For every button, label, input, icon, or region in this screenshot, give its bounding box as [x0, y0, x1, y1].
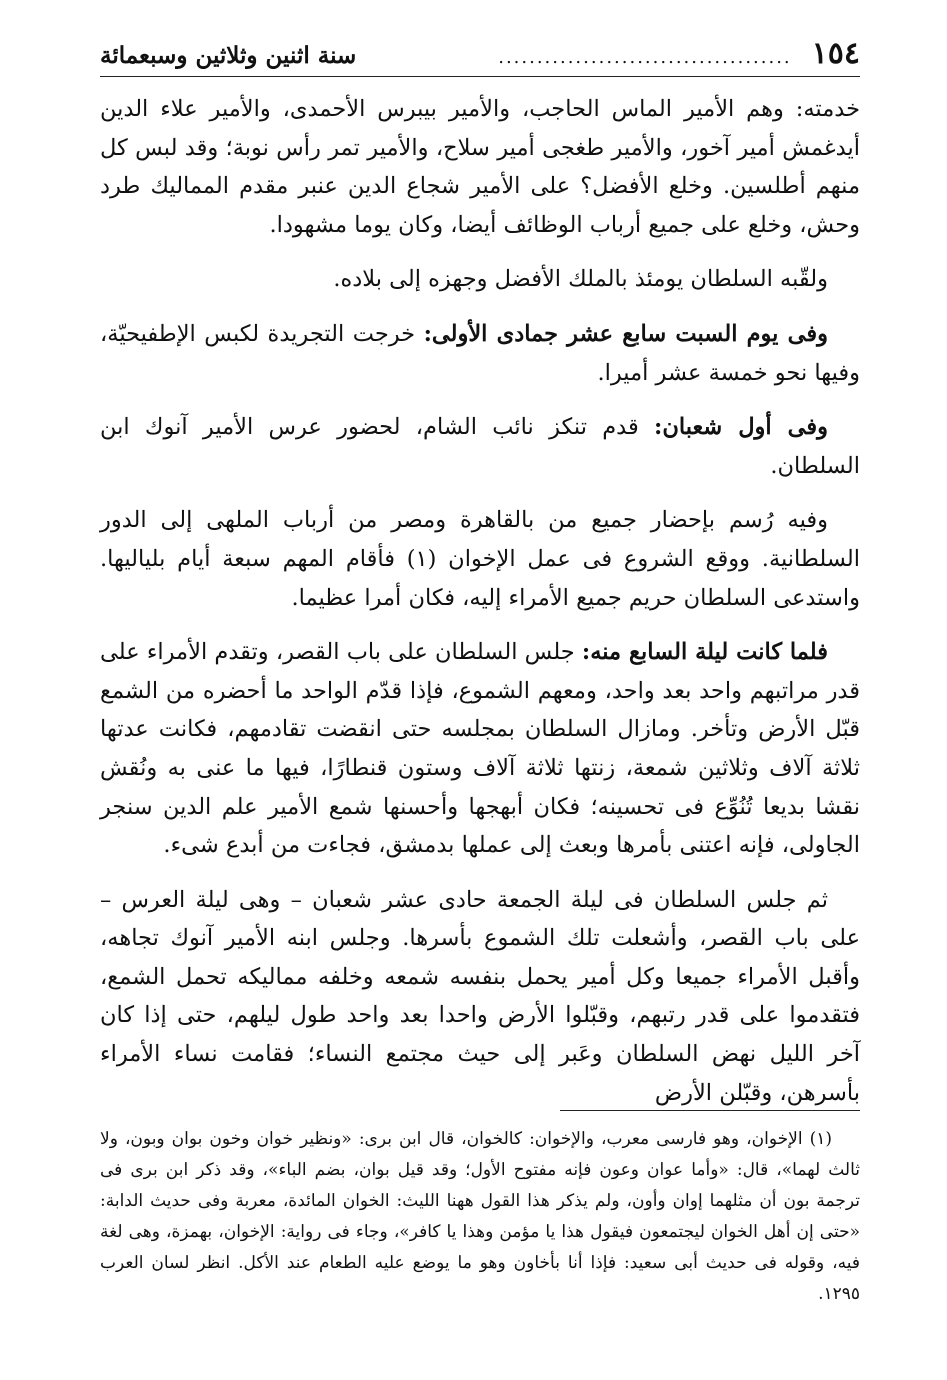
paragraph-text: وفيه رُسم بإحضار جميع من بالقاهرة ومصر من أرباب الملهى إلى الدور السلطانية. ووقع الشروع فى عمل الإخوان (١) فأقام المهم سبعة أيام بلياليها. واستدعى السلطان حريم جميع الأمراء إليه، فكان أمرا عظيما.: [100, 507, 860, 611]
paragraph: [100, 881, 860, 1113]
main-text: [100, 90, 860, 1128]
paragraph-text: ولقّبه السلطان يومئذ بالملك الأفضل وجهزه إلى بلاده.: [333, 266, 828, 293]
paragraph-text: قدم تنكز نائب الشام، لحضور عرس الأمير آنوك ابن السلطان.: [100, 414, 860, 479]
paragraph-text: خرجت التجريدة لكبس الإطفيحيّة، وفيها نحو خمسة عشر أميرا.: [100, 320, 860, 386]
header-dot-leader: ......................................: [498, 47, 792, 68]
paragraph: [100, 260, 860, 299]
running-header: [100, 36, 860, 77]
footnote-divider: [560, 1110, 860, 1111]
paragraph-text: جلس السلطان على باب القصر، وتقدم الأمراء على قدر مراتبهم واحد بعد واحد، ومعهم الشموع، فإذا قدّم الواحد ما أحضره من الشمع قبّل الأرض وتأخر. ومازال السلطان بمجلسه حتى انقضت تقادمهم، فكانت عدتها ثلاثة آلاف وثلاثين شمعة، زنتها ثلاثة آلاف وستون قنطارًا، فيها ما عنى به ونُقش نقشا بديعا تُنُوِّع فى تحسينه؛ فكان أبهجها وأحسنها شمع الأمير علم الدين سنجر الجاولى، فإنه اعتنى بأمرها وبعث إلى عملها بدمشق، فجاءت من أبدع شىء.: [100, 639, 860, 859]
footnote: (١) الإخوان، وهو فارسى معرب، والإخوان: كالخوان، قال ابن برى: «ونظير خوان وخون بوان وبون، ولا ثالث لهما»، قال: «وأما عوان وعون فإنه مفتوح الأول؛ وقد قيل بوان، بضم الباء»، وقد ذكر ابن برى فى ترجمة بون أن مثلهما إوان وأون، ولم يذكر هذا القول ههنا الليث: الخوان المائدة، معربة وفى حديث الدابة: «حتى إن أهل الخوان ليجتمعون فيقول هذا يا مؤمن وهذا يا كافر»، وجاء فى رواية: الإخوان، بهمزة، وهى لغة فيه، وقوله فى حديث أبى سعيد: فإذا أنا بأخاون وهو ما يوضع عليه الطعام عند الأكل. انظر لسان العرب ١٢٩٥.: [100, 1129, 860, 1304]
paragraph: [100, 633, 860, 865]
paragraph-lead: وفى يوم السبت سابع عشر جمادى الأولى:: [423, 320, 828, 347]
paragraph-text: خدمته: وهم الأمير الماس الحاجب، والأمير بيبرس الأحمدى، والأمير علاء الدين أيدغمش أمير آخور، والأمير طغجى أمير سلاح، والأمير تمر رأس نوبة؛ وقد لبس كل منهم أطلسين. وخلع الأفضل؟ على الأمير شجاع الدين عنبر مقدم المماليك طرد وحش، وخلع على جميع أرباب الوظائف أيضا، وكان يوما مشهودا.: [100, 96, 860, 238]
paragraph: [100, 408, 860, 485]
paragraph: [100, 501, 860, 617]
paragraph-lead: وفى أول شعبان:: [654, 414, 829, 441]
paragraph-text: ثم جلس السلطان فى ليلة الجمعة حادى عشر شعبان – وهى ليلة العرس – على باب القصر، وأشعلت تلك الشموع بأسرها. وجلس ابنه الأمير آنوك تجاهه، وأقبل الأمراء جميعا وكل أمير يحمل بنفسه شمعه وخلفه مماليكه تحمل الشمع، فتقدموا على قدر رتبهم، وقبّلوا الأرض واحدا بعد واحد طول ليلهم، حتى إذا كان آخر الليل نهض السلطان وعَبر إلى حيث مجتمع النساء؛ فقامت نساء الأمراء بأسرهن، وقبّلن الأرض: [100, 886, 860, 1106]
paragraph: [100, 315, 860, 392]
running-title: سنة اثنين وثلاثين وسبعمائة: [100, 42, 357, 69]
page-number: ١٥٤: [811, 36, 860, 71]
paragraph-lead: فلما كانت ليلة السابع منه:: [581, 639, 828, 666]
paragraph: [100, 90, 860, 244]
